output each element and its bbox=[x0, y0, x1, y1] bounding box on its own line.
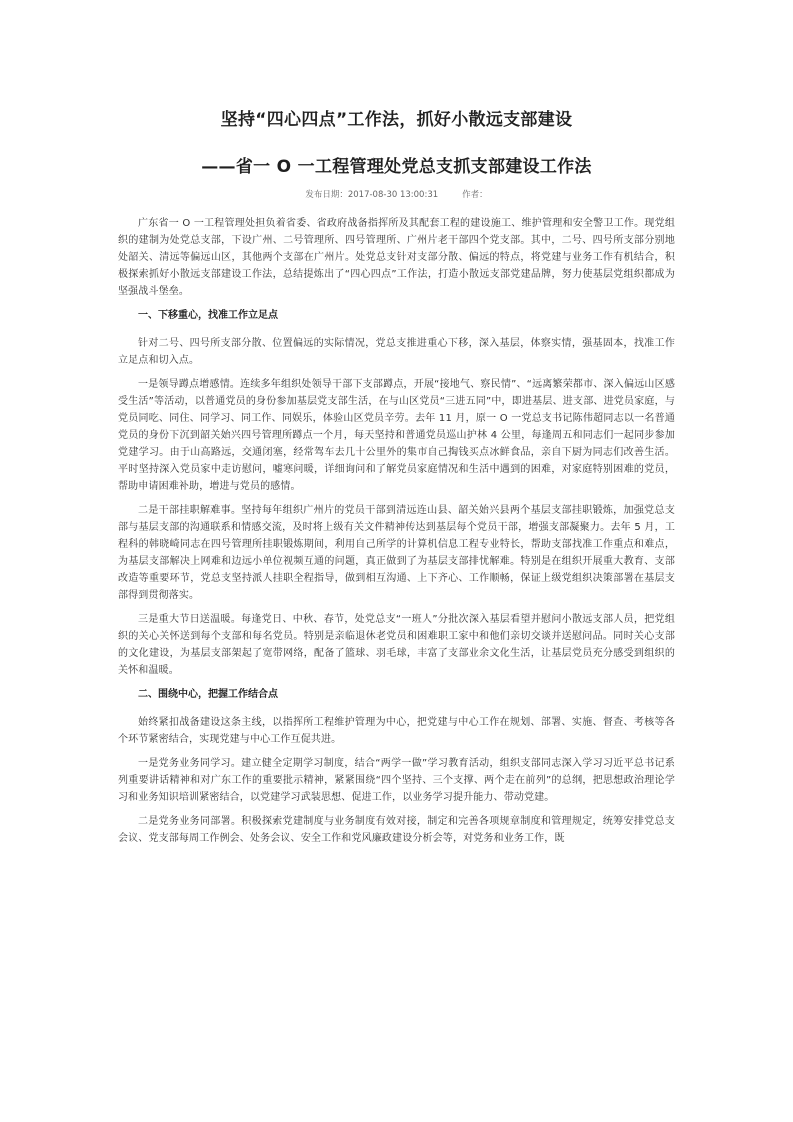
article-title: 坚持“四心四点”工作法，抓好小散远支部建设 bbox=[220, 110, 573, 130]
body-paragraph: 二是干部挂职解难事。坚持每年组织广州片的党员干部到清远连山县、韶关始兴县两个基层支部挂职锻炼，加强党总支部与基层支部的沟通联系和情感交流，及时将上级有关文件精神传达到基层每个党员干部，增强支部凝聚力。去年 5 月，工程科的韩晓崎同志在四号管理所挂职锻炼期间，利用自己所学的计算机信息工程专业特长，帮助支部找准工作重点和难点，为基层支部解决上网难和边远小单位视频互通的问题，真正做到了为基层支部排忧解难。特别是在组织开展重大教育、支部改造等重要环节，党总支坚持派人挂职全程指导，做到相互沟通、上下齐心、工作顺畅，保证上级党组织决策部署在基层支部得到贯彻落实。 bbox=[118, 505, 675, 601]
article-meta bbox=[118, 189, 675, 201]
body-paragraph: 一是领导蹲点增感情。连续多年组织处领导干部下支部蹲点，开展“接地气、察民情”、“远离繁荣都市、深入偏远山区感受生活”等活动，以普通党员的身份参加基层党支部生活，在与山区党员“三进五同”中，即进基层、进支部、进党员家庭，与党员同吃、同住、同学习、同工作、同娱乐，体验山区党员辛劳。去年 11 月，原一 O 一党总支书记陈伟超同志以一名普通党员的身份下沉到韶关始兴四号管理所蹲点一个月，每天坚持和普通党员巡山护林 4 公里，每逢周五和同志们一起同步参加党建学习。由于山高路远，交通闭塞，经常驾车去几十公里外的集市自己掏钱买点冰鲜食品，亲自下厨为同志们改善生活。平时坚持深入党员家中走访慰问，嘘寒问暖，详细询问和了解党员家庭情况和生活中遇到的困难，对家庭特别困难的党员，帮助申请困难补助，增进与党员的感情。 bbox=[118, 379, 675, 492]
publish-date: 2017-08-30 13:00:31 bbox=[347, 190, 439, 200]
section-heading: 一、下移重心，找准工作立足点 bbox=[138, 310, 278, 321]
article-page bbox=[118, 100, 675, 854]
intro-paragraph: 广东省一 O 一工程管理处担负着省委、省政府战备指挥所及其配套工程的建设施工、维护管理和安全警卫工作。现党组织的建制为处党总支部，下设广州、二号管理所、四号管理所、广州片老干部四个党支部。其中，二号、四号所支部分别地处韶关、清远等偏远山区，其他两个支部在广州片。处党总支针对支部分散、偏远的特点，将党建与业务工作有机结合，积极探索抓好小散远支部建设工作法，总结提炼出了“四心四点”工作法，打造小散远支部党建品牌，努力使基层党组织都成为坚强战斗堡垒。 bbox=[118, 218, 675, 297]
body-paragraph: 始终紧扣战备建设这条主线，以指挥所工程维护管理为中心，把党建与中心工作在规划、部署、实施、督查、考核等各个环节紧密结合，实现党建与中心工作互促共进。 bbox=[118, 717, 675, 745]
author-label: 作者： bbox=[462, 190, 488, 200]
body-paragraph: 针对二号、四号所支部分散、位置偏远的实际情况，党总支推进重心下移，深入基层，体察实情，强基固本，找准工作立足点和切入点。 bbox=[118, 338, 675, 366]
body-paragraph: 三是重大节日送温暖。每逢党日、中秋、春节，处党总支“一班人”分批次深入基层看望并慰问小散远支部人员，把党组织的关心关怀送到每个支部和每名党员。特别是亲临退休老党员和困难职工家中和他们亲切交谈并送慰问品。同时关心支部的文化建设，为基层支部架起了宽带网络，配备了篮球、羽毛球，丰富了支部业余文化生活，让基层党员充分感受到组织的关怀和温暖。 bbox=[118, 614, 675, 676]
publish-date-label: 发布日期： bbox=[305, 190, 348, 200]
article-body bbox=[118, 215, 675, 847]
body-paragraph: 二是党务业务同部署。积极探索党建制度与业务制度有效对接，制定和完善各项规章制度和管理规定，统筹安排党总支会议、党支部每周工作例会、处务会议、安全工作和党风廉政建设分析会等，对党务和业务工作，既 bbox=[118, 816, 675, 844]
section-heading: 二、围绕中心，把握工作结合点 bbox=[138, 689, 278, 700]
article-subtitle: ——省一 O 一工程管理处党总支抓支部建设工作法 bbox=[201, 157, 592, 177]
body-paragraph: 一是党务业务同学习。建立健全定期学习制度，结合“两学一做”学习教育活动，组织支部同志深入学习习近平总书记系列重要讲话精神和对广东工作的重要批示精神，紧紧围绕“四个坚持、三个支撑、两个走在前列”的总纲，把思想政治理论学习和业务知识培训紧密结合，以党建学习武装思想、促进工作，以业务学习提升能力、带动党建。 bbox=[118, 758, 675, 803]
